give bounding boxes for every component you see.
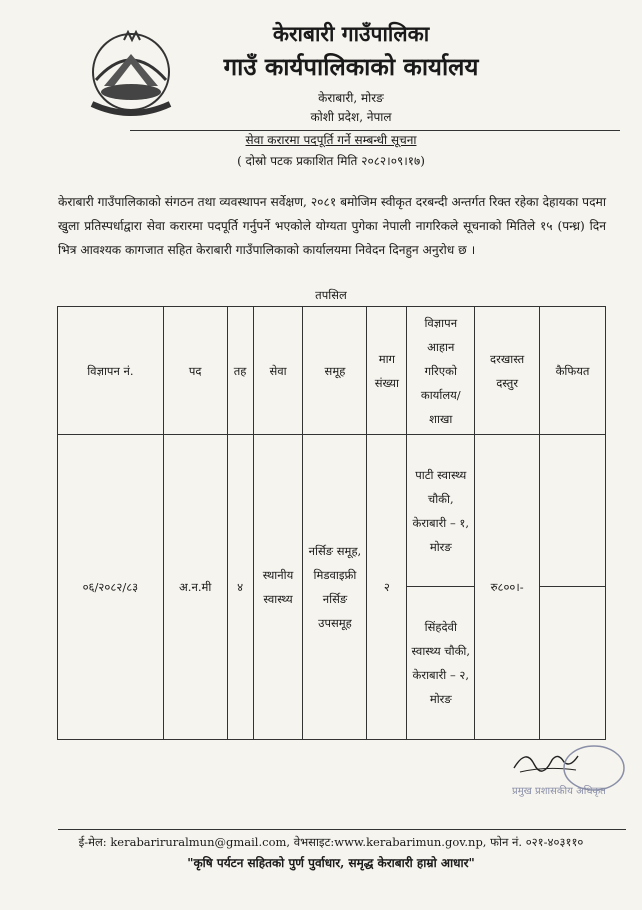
footer-divider bbox=[58, 829, 626, 830]
header-demand: माग संख्या bbox=[367, 307, 407, 435]
cell-fee: रु८००।- bbox=[475, 435, 540, 740]
header-post: पद bbox=[163, 307, 227, 435]
header-group: समूह bbox=[303, 307, 367, 435]
header-fee: दरखास्त दस्तुर bbox=[475, 307, 540, 435]
notice-subtitle: ( दोस्रो पटक प्रकाशित मिति २०८२।०९।१७) bbox=[237, 154, 425, 168]
header-level: तह bbox=[227, 307, 253, 435]
notice-body: केराबारी गाउँपालिकाको संगठन तथा व्यवस्थापन सर्वेक्षण, २०८१ बमोजिम स्वीकृत दरबन्दी अन्तर्गत रिक्त रहेका देहायका पदमा खुला प्रतिस्पर्धाद्वारा सेवा करारमा पदपूर्ति गर्नुपर्ने भएकोले योग्यता पुगेका नेपाली नागरिकले सूचनाको मितिले १५ (पन्ध्र) दिन भित्र आवश्यक कागजात सहित केराबारी गाउँपालिकाको कार्यालयमा निवेदन दिनहुन अनुरोध छ । bbox=[58, 195, 606, 257]
footer-slogan: "कृषि पर्यटन सहितको पुर्ण पुर्वाधार, समृद्ध केराबारी हाम्रो आधार" bbox=[187, 856, 475, 870]
cell-office-2: सिंहदेवी स्वास्थ्य चौकी, केराबारी – २, मोरङ bbox=[407, 587, 475, 740]
municipality-name: केराबारी गाउँपालिका bbox=[272, 21, 430, 46]
cell-ad-no: ०६/२०८२/८३ bbox=[58, 435, 164, 740]
table-caption: तपसिल bbox=[315, 288, 347, 302]
table-header-row bbox=[58, 307, 606, 435]
notice-title: सेवा करारमा पदपूर्ति गर्ने सम्बन्धी सूचना bbox=[245, 133, 417, 147]
header-office: विज्ञापन आहान गरिएको कार्यालय/ शाखा bbox=[407, 307, 475, 435]
cell-remarks-2 bbox=[540, 587, 606, 740]
footer-contact: ई-मेल: kerabariruralmun@gmail.com, वेभसाइट:www.kerabarimun.gov.np, फोन नं. ०२१-४०३११० bbox=[78, 835, 584, 849]
cell-remarks-1 bbox=[540, 435, 606, 587]
table-row bbox=[58, 435, 606, 587]
header-ad-no: विज्ञापन नं. bbox=[58, 307, 164, 435]
stamp-text: प्रमुख प्रशासकीय अधिकृत bbox=[512, 786, 606, 797]
cell-level: ४ bbox=[227, 435, 253, 740]
vacancy-table bbox=[57, 306, 606, 740]
address-line-2: कोशी प्रदेश, नेपाल bbox=[310, 110, 392, 124]
cell-service: स्थानीय स्वास्थ्य bbox=[253, 435, 303, 740]
cell-post: अ.न.मी bbox=[163, 435, 227, 740]
address-line-1: केराबारी, मोरङ bbox=[318, 91, 384, 105]
cell-demand: २ bbox=[367, 435, 407, 740]
header-service: सेवा bbox=[253, 307, 303, 435]
cell-office-1: पाटी स्वास्थ्य चौकी, केराबारी – १, मोरङ bbox=[407, 435, 475, 587]
office-name: गाउँ कार्यपालिकाको कार्यालय bbox=[223, 52, 479, 81]
header-remarks: कैफियत bbox=[540, 307, 606, 435]
cell-group: नर्सिङ समूह, मिडवाइफ्री नर्सिङ उपसमूह bbox=[303, 435, 367, 740]
signature-stamp-icon bbox=[506, 738, 626, 800]
